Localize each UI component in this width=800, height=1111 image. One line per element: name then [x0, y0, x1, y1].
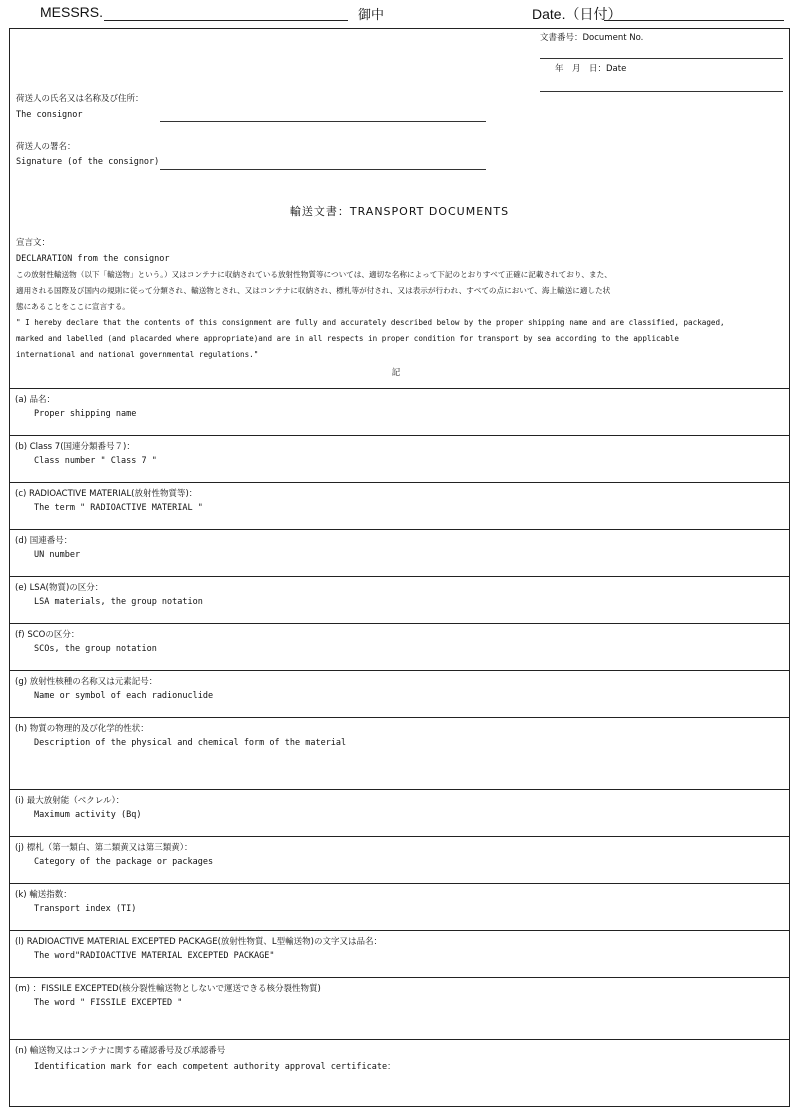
item-h[interactable] — [10, 717, 789, 789]
item-l-sub: The word"RADIOACTIVE MATERIAL EXCEPTED PACKAGE" — [34, 951, 275, 961]
date-label: Date.（日付） — [532, 6, 622, 22]
consignor-name-field[interactable] — [160, 121, 486, 122]
doc-number-label: 文書番号：Document No. — [540, 33, 644, 43]
item-a[interactable] — [10, 388, 789, 435]
doc-number-field[interactable] — [540, 58, 783, 59]
messrs-field[interactable] — [104, 20, 348, 21]
item-e[interactable] — [10, 576, 789, 623]
item-b-label: (b) Class 7(国連分類番号７)： — [15, 442, 135, 452]
document-title: 輸送文書：TRANSPORT DOCUMENTS — [289, 205, 510, 218]
item-e-sub: LSA materials, the group notation — [34, 597, 203, 607]
declaration-block — [16, 235, 786, 381]
item-m-label: (m) ：FISSILE EXCEPTED(核分裂性輸送物としないで運送できる核分裂性物質) — [15, 984, 321, 994]
item-n-sub: Identification mark for each competent authority approval certificate： — [34, 1062, 396, 1072]
item-h-sub: Description of the physical and chemical form of the material — [34, 738, 347, 748]
declaration-en-line-2: marked and labelled (and placarded where appropriate)and are in all respects in proper condition for transport by sea according to the applicable — [16, 334, 679, 343]
item-m-sub: The word " FISSILE EXCEPTED " — [34, 998, 183, 1008]
declaration-ki-mark: 記 — [391, 368, 401, 378]
consignor-name-label-jp: 荷送人の氏名又は名称及び住所： — [16, 94, 144, 104]
item-f[interactable] — [10, 623, 789, 670]
declaration-jp-line-2: 適用される国際及び国内の規則に従って分類され、輸送物とされ、又はコンテナに収納され、標札等が付され、又は表示が行われ、すべての点において、海上輸送に適した状 — [16, 286, 611, 295]
item-d-label: (d) 国連番号： — [15, 536, 73, 546]
date-ymd-label: 年 月 日：Date — [555, 64, 627, 74]
item-j-label: (j) 標札（第一類白、第二類黄又は第三類黄）： — [15, 843, 193, 853]
item-m[interactable] — [10, 977, 789, 1039]
item-c-label: (c) RADIOACTIVE MATERIAL(放射性物質等)： — [15, 489, 198, 499]
item-h-label: (h) 物質の物理的及び化学的性状： — [15, 724, 149, 734]
declaration-en-line-1: " I hereby declare that the contents of this consignment are fully and accurately described below by the proper shipping name and are classified, packaged, — [16, 318, 725, 327]
onchu-label: 御中 — [358, 8, 385, 23]
item-k[interactable] — [10, 883, 789, 930]
declaration-en-line-3: international and national governmental regulations." — [16, 350, 259, 359]
form-frame — [9, 28, 790, 1107]
consignor-signature-label-en: Signature (of the consignor) — [16, 157, 160, 167]
declaration-jp-line-1: この放射性輸送物（以下「輸送物」という。）又はコンテナに収納されている放射性物質等については、適切な名称によって下記のとおりすべて正確に記載されており、また、 — [16, 270, 612, 279]
item-c-sub: The term " RADIOACTIVE MATERIAL " — [34, 503, 203, 513]
item-i-label: (i) 最大放射能（ベクレル）： — [15, 796, 125, 806]
item-n-label: (n) 輸送物又はコンテナに関する確認番号及び承認番号 — [15, 1046, 226, 1056]
messrs-label: MESSRS. — [40, 4, 104, 20]
consignor-signature-field[interactable] — [160, 169, 486, 170]
item-f-sub: SCOs, the group notation — [34, 644, 157, 654]
declaration-jp-line-3: 態にあることをここに宣言する。 — [16, 302, 130, 311]
item-i[interactable] — [10, 789, 789, 836]
item-g-sub: Name or symbol of each radionuclide — [34, 691, 214, 701]
item-b[interactable] — [10, 435, 789, 482]
consignor-name-label-en: The consignor — [16, 110, 83, 120]
item-g[interactable] — [10, 670, 789, 717]
item-a-label: (a) 品名： — [15, 395, 56, 405]
item-d-sub: UN number — [34, 550, 81, 560]
item-d[interactable] — [10, 529, 789, 576]
consignor-signature-label-jp: 荷送人の署名： — [16, 142, 76, 152]
item-c[interactable] — [10, 482, 789, 529]
item-g-label: (g) 放射性核種の名称又は元素記号： — [15, 677, 158, 687]
date-field[interactable] — [604, 20, 784, 21]
item-f-label: (f) SCOの区分： — [15, 630, 80, 640]
item-a-sub: Proper shipping name — [34, 409, 137, 419]
item-k-label: (k) 輸送指数： — [15, 890, 72, 900]
form-header — [0, 2, 800, 28]
item-e-label: (e) LSA(物質)の区分： — [15, 583, 104, 593]
item-l[interactable] — [10, 930, 789, 977]
item-b-sub: Class number " Class 7 " — [34, 456, 157, 466]
declaration-heading-jp: 宣言文： — [16, 238, 51, 248]
item-l-label: (l) RADIOACTIVE MATERIAL EXCEPTED PACKAGE(放射性物質、L型輸送物)の文字又は品名： — [15, 937, 382, 947]
declaration-heading-en: DECLARATION from the consignor — [16, 254, 170, 264]
item-k-sub: Transport index (TI) — [34, 904, 137, 914]
date-ymd-field[interactable] — [540, 91, 783, 92]
item-i-sub: Maximum activity (Bq) — [34, 810, 142, 820]
item-j[interactable] — [10, 836, 789, 883]
item-n[interactable] — [10, 1039, 789, 1105]
item-j-sub: Category of the package or packages — [34, 857, 214, 867]
